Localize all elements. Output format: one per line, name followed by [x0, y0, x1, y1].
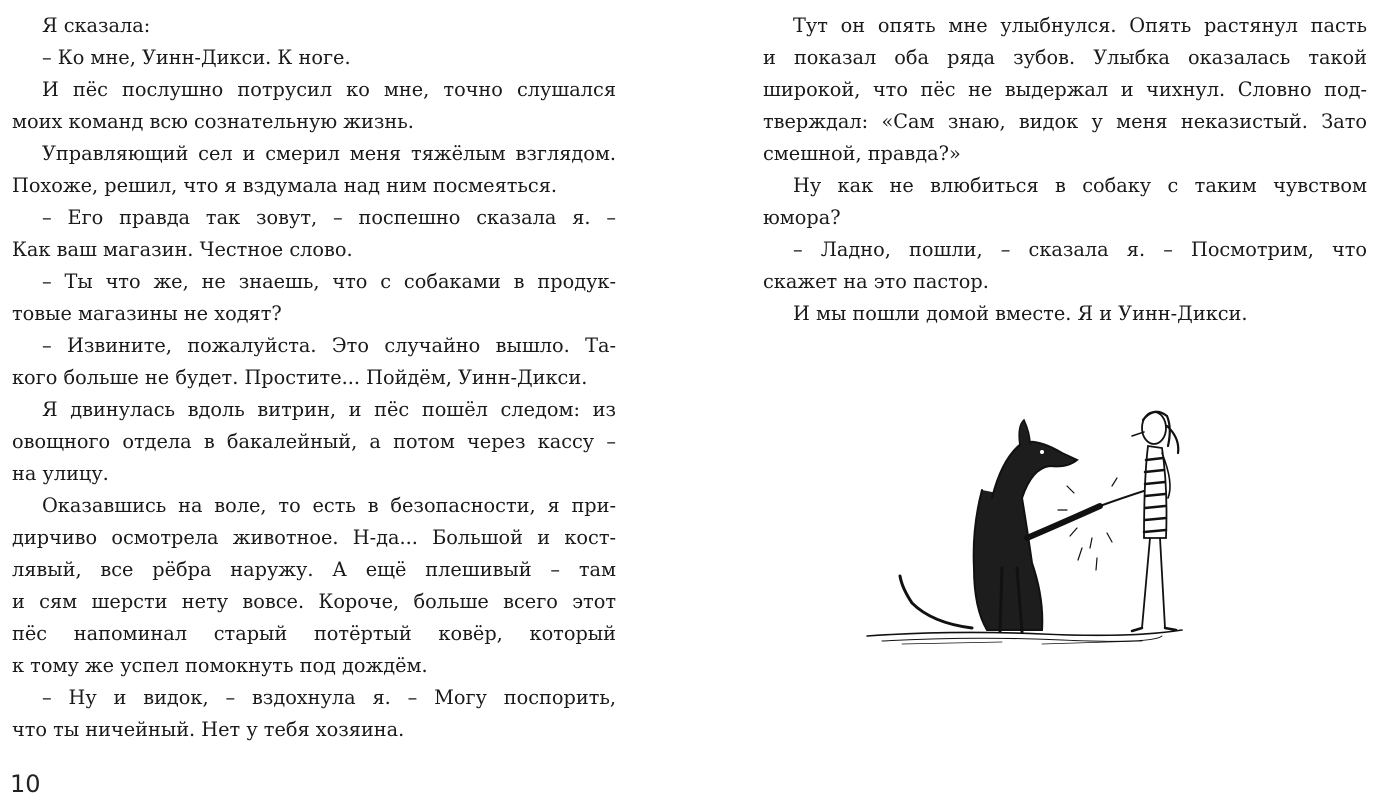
- left-text-line: Похоже, решил, что я вздумала над ним посмеяться.: [12, 174, 558, 197]
- left-text-line: – Ну и видок, – вздохнула я. – Могу поспорить,: [42, 686, 616, 709]
- left-text-line: моих команд всю сознательную жизнь.: [12, 110, 414, 133]
- left-text-line: пёс напоминал старый потёртый ковёр, который: [12, 622, 616, 645]
- right-text-line: тверждал: «Сам знаю, видок у меня неказистый. Зато: [763, 110, 1367, 133]
- left-text-line: и сям шерсти нету вовсе. Короче, больше всего этот: [12, 590, 616, 613]
- left-text-line: кого больше не будет. Простите... Пойдём, Уинн-Дикси.: [12, 366, 588, 389]
- left-text-line: Управляющий сел и смерил меня тяжёлым взглядом.: [42, 142, 616, 165]
- left-text-line: товые магазины не ходят?: [12, 302, 282, 325]
- left-text-line: Я сказала:: [42, 14, 151, 37]
- left-text-line: на улицу.: [12, 462, 109, 485]
- left-text-line: – Ты что же, не знаешь, что с собаками в продук-: [42, 270, 616, 293]
- left-text-line: Оказавшись на воле, то есть в безопасности, я при-: [42, 494, 616, 517]
- right-text-line: скажет на это пастор.: [763, 270, 989, 293]
- right-text-line: Тут он опять мне улыбнулся. Опять растянул пасть: [793, 14, 1367, 37]
- left-text-line: – Его правда так зовут, – поспешно сказала я. –: [42, 206, 616, 229]
- left-column: [12, 10, 616, 746]
- left-text-line: Я двинулась вдоль витрин, и пёс пошёл следом: из: [42, 398, 616, 421]
- dog-girl-illustration: [862, 398, 1192, 660]
- left-text-line: – Извините, пожалуйста. Это случайно вышло. Та-: [42, 334, 616, 357]
- right-text-line: Ну как не влюбиться в собаку с таким чувством: [793, 174, 1367, 197]
- right-text-line: смешной, правда?»: [763, 142, 961, 165]
- left-text-line: Как ваш магазин. Честное слово.: [12, 238, 353, 261]
- right-text-line: широкой, что пёс не выдержал и чихнул. Словно под-: [763, 78, 1367, 101]
- left-text-line: овощного отдела в бакалейный, а потом через кассу –: [12, 430, 616, 453]
- right-text-line: – Ладно, пошли, – сказала я. – Посмотрим, что: [793, 238, 1367, 261]
- left-text-line: И пёс послушно потрусил ко мне, точно слушался: [42, 78, 616, 101]
- left-text-line: лявый, все рёбра наружу. А ещё плешивый – там: [12, 558, 616, 581]
- right-column: [763, 10, 1367, 330]
- left-text-line: к тому же успел помокнуть под дождём.: [12, 654, 428, 677]
- left-text-line: что ты ничейный. Нет у тебя хозяина.: [12, 718, 405, 741]
- right-text-line: и показал оба ряда зубов. Улыбка оказалась такой: [763, 46, 1367, 69]
- page-number: 10: [10, 770, 41, 798]
- left-text-line: дирчиво осмотрела животное. Н-да... Большой и кост-: [12, 526, 616, 549]
- left-text-line: – Ко мне, Уинн-Дикси. К ноге.: [42, 46, 351, 69]
- right-text-line: юмора?: [763, 206, 841, 229]
- right-text-line: И мы пошли домой вместе. Я и Уинн-Дикси.: [793, 302, 1248, 325]
